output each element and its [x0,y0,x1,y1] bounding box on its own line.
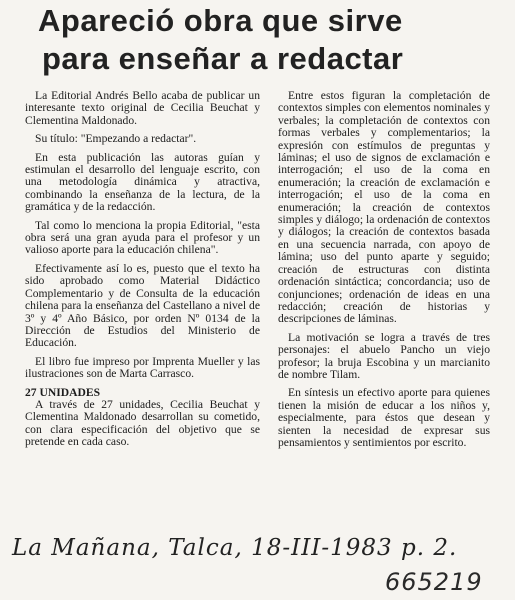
paragraph: El libro fue impreso por Imprenta Mueller y las ilustraciones son de Marta Carrasco. [25,354,260,381]
paragraph: Su título: "Empezando a redactar". [35,132,197,146]
right-column [278,90,490,455]
paragraph: En síntesis un efectivo aporte para quienes tienen la misión de educar a los niños y, especialmente, para éstos que desean y sienten la necesidad de expresar sus pensamientos y sentimientos por escrito. [278,386,490,449]
headline [38,2,508,78]
paragraph: Efectivamente así lo es, puesto que el texto ha sido aprobado como Material Didáctico Complementario y de Consulta de la educación chilena para la enseñanza del Castellano a nivel de 3º y 4º Año Básico, por orden Nº 0134 de la Dirección de Estudios del Ministerio de Educación. [25,261,260,350]
handwritten-source-note: La Mañana, Talca, 18-III-1983 p. 2. [12,535,458,561]
catalog-number: 665219 [385,568,483,596]
paragraph: Tal como lo menciona la propia Editorial, "esta obra será una gran ayuda para el profesor y un valioso aporte para la educación chilena". [25,218,260,257]
headline-line-1: Apareció obra que sirve [38,3,403,38]
paragraph: La Editorial Andrés Bello acaba de publicar un interesante texto original de Cecilia Beuchat y Clementina Maldonado. [25,89,260,127]
left-column [25,90,260,455]
paragraph: Entre estos figuran la completación de contextos simples con elementos nominales y verbales; la completación de contextos con formas verbales y complementarios; la expresión con estímulos de preguntas y láminas; el uso de signos de exclamación e interrogación; el uso de la coma en enumeración; la creación de exclamación e interrogación; el uso de la coma en enumeración; la creación de contextos simples y diálogo; la ordenación de contextos y diálogos; la creación de contextos basada en una secuencia narrada, con apoyo de lámina; uso del punto aparte y seguido; creación de estructuras con distinta ordenación sintáctica; concordancia; uso de conjunciones; ordenación de ideas en una redacción; creación de historias y descripciones de láminas. [278,89,490,326]
paragraph: La motivación se logra a través de tres personajes: el abuelo Pancho un viejo profesor; la bruja Escobina y un marcianito de nombre Tilam. [278,330,490,381]
headline-line-2: para enseñar a redactar [42,41,404,76]
section-subhead: 27 UNIDADES [25,385,101,399]
paragraph: A través de 27 unidades, Cecilia Beuchat y Clementina Maldonado desarrollan su cometido, con clara especificación del objetivo que se pretende en cada caso. [25,397,260,449]
paragraph: En esta publicación las autoras guían y estimulan el desarrollo del lenguaje escrito, con una metodología dinámica y atractiva, combinando la enseñanza de la lectura, de la gramática y de la redacción. [25,150,260,214]
